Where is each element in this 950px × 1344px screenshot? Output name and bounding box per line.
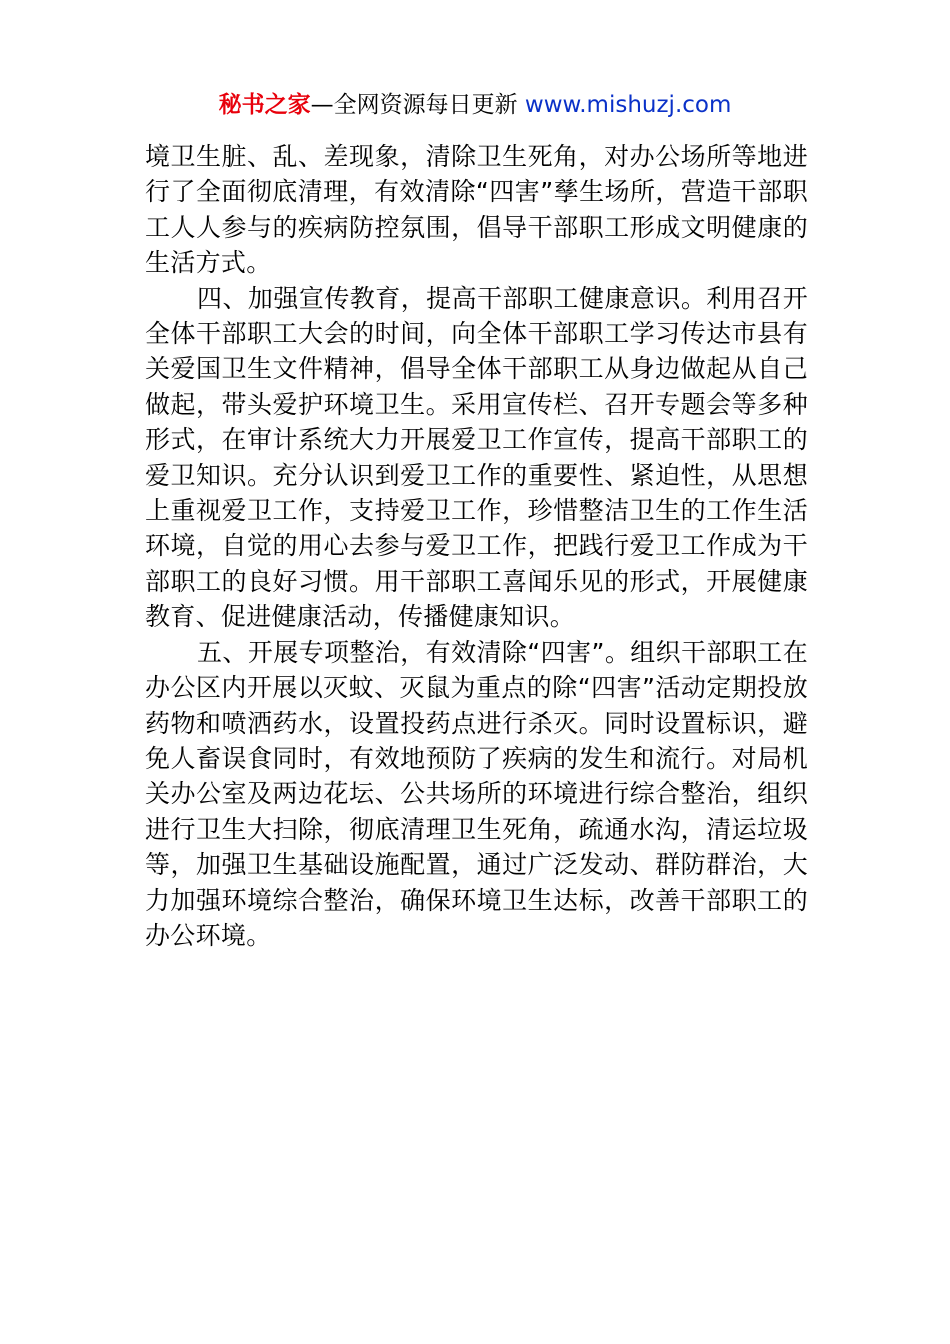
paragraph-section-five: 五、开展专项整治，有效清除“四害”。组织干部职工在办公区内开展以灭蚊、灭鼠为重点的除“四害”活动定期投放药物和喷洒药水，设置投药点进行杀灭。同时设置标识，避免人畜误食同时，有效地预防了疾病的发生和流行。对局机关办公室及两边花坛、公共场所的环境进行综合整治，组织进行卫生大扫除，彻底清理卫生死角，疏通水沟，清运垃圾等，加强卫生基础设施配置，通过广泛发动、群防群治，大力加强环境综合整治，确保环境卫生达标，改善干部职工的办公环境。 [145, 637, 808, 950]
document-body [145, 139, 808, 953]
header-tagline: —全网资源每日更新 [310, 92, 525, 118]
site-url-link[interactable]: www.mishuzj.com [524, 92, 732, 118]
site-header [0, 88, 950, 122]
paragraph-section-four: 四、加强宣传教育，提高干部职工健康意识。利用召开全体干部职工大会的时间，向全体干部职工学习传达市县有关爱国卫生文件精神，倡导全体干部职工从身边做起从自己做起，带头爱护环境卫生。采用宣传栏、召开专题会等多种形式，在审计系统大力开展爱卫工作宣传，提高干部职工的爱卫知识。充分认识到爱卫工作的重要性、紧迫性，从思想上重视爱卫工作，支持爱卫工作，珍惜整洁卫生的工作生活环境，自觉的用心去参与爱卫工作，把践行爱卫工作成为干部职工的良好习惯。用干部职工喜闻乐见的形式，开展健康教育、促进健康活动，传播健康知识。 [145, 283, 808, 632]
paragraph-continued: 境卫生脏、乱、差现象，清除卫生死角，对办公场所等地进行了全面彻底清理，有效清除“四害”孳生场所，营造干部职工人人参与的疾病防控氛围，倡导干部职工形成文明健康的生活方式。 [145, 142, 808, 278]
brand-name: 秘书之家 [218, 92, 311, 118]
